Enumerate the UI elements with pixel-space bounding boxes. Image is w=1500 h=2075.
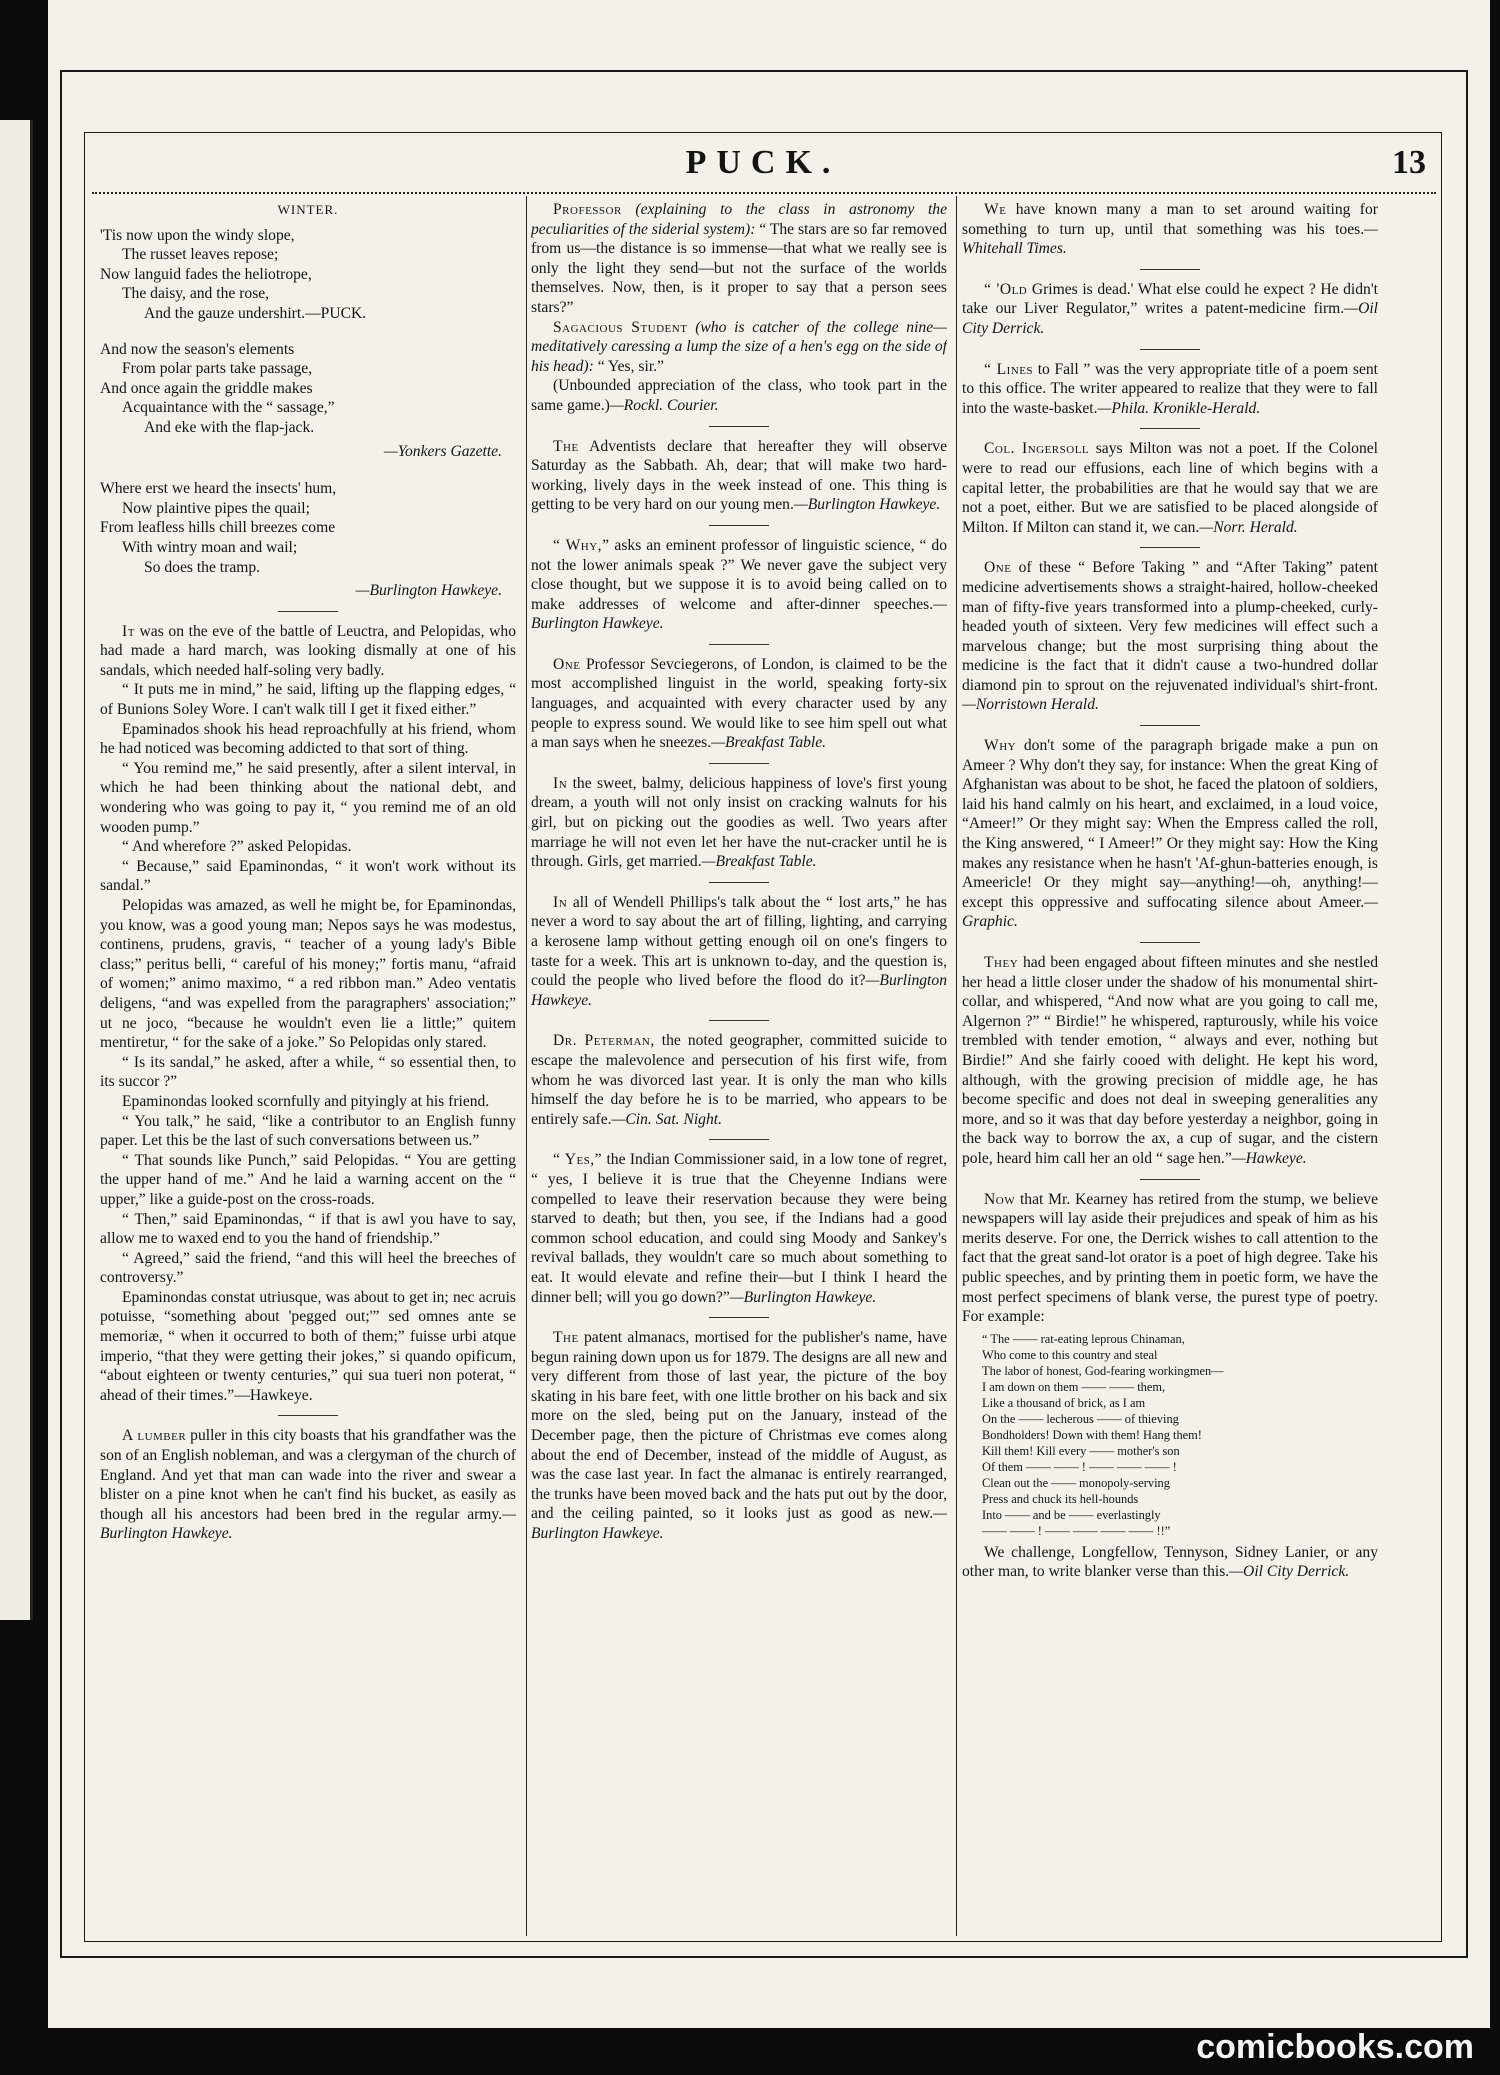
article-lines [962,360,1378,419]
paragraph: “ Because,” said Epaminondas, “ it won't work without its sandal.” [100,857,516,895]
paragraph: “ And wherefore ?” asked Pelopidas. [122,838,352,856]
paragraph: “ Is its sandal,” he asked, after a while, “ so essential then, to its succor ?” [100,1053,516,1091]
article-source: —Burlington Hawkeye. [793,496,941,514]
paragraph: Col. Ingersoll says Milton was not a poet. If the Colonel were to read our effusions, each line of which begins with a capital letter, the probabilities are that he would say that we are not a poet, either. But we are satisfied to be placed alongside of Milton. If Milton can stand it, we can.—Norr. Herald. [962,440,1378,536]
paragraph: Pelopidas was amazed, as well he might be, for Epaminondas, you know, was a good young man; Nepos says he was modestus, continens, prudens, gravis, “ teacher of a young lady's Bible class;” peritus belli, “ careful of his money;” fortis manu, “afraid of women;” animo maximo, “ a red ribbon man.” Adeo ventatis deligens, “and was expelled from the paragraphers' association;” ut ne joco, “because he wouldn't even lie a little;” quitem mentiretur, “ for the sake of a joke.” So Pelopidas only stared. [100,897,516,1052]
poem-line: With wintry moan and wail; [122,538,298,556]
poem-line: And the gauze undershirt.—PUCK. [144,304,367,322]
paragraph: In the sweet, balmy, delicious happiness of love's first young dream, a youth will not only insist on cracking walnuts for his girl, but on picking out the goodies as well. Two years after marriage he will not even let her have the nut-cracker until he is through. Girls, get married.—Breakfast Table. [531,774,947,871]
poem-title: WINTER. [277,202,339,217]
verse-line: On the —— lecherous —— of thieving [982,1411,1179,1426]
paragraph: Epaminondas constat utriusque, was about to get in; nec acruis potuisse, “something about 'pegged out;'” sed omnes ante se memoriæ, “ when it occurred to both of them;” fuisse urbi atque imperio, “that they were getting their jokes,” si quando opificum, “about eighteen or twenty centuries,” qui sua tueri non poterat, “ ahead of their times.”—Hawkeye. [100,1288,516,1404]
masthead-title: PUCK. [685,144,841,181]
article-ingersoll [962,439,1378,537]
column-2 [531,200,947,1936]
poem-line: The daisy, and the rose, [122,285,270,303]
article-source: —Oil City Derrick. [962,300,1378,337]
article-source: —Breakfast Table. [711,734,827,752]
paragraph: “ Agreed,” said the friend, “and this will heel the breeches of controversy.” [100,1249,516,1287]
article-engaged [962,953,1378,1169]
previous-page-edge [0,120,33,1620]
paragraph: “ Lines to Fall ” was the very appropriate title of a poem sent to this office. The writer appeared to realize that they were to fall into the waste-basket.—Phila. Kronikle-Herald. [962,360,1378,417]
article-dream [531,774,947,872]
poem-line: So does the tramp. [144,558,261,576]
column-rule-1 [526,196,527,1936]
article-source: —Burlington Hawkeye. [531,595,947,633]
article-source: —Burlington Hawkeye. [531,972,947,1009]
article-peterman [531,1031,947,1129]
poem-line: Now languid fades the heliotrope, [100,265,312,283]
paragraph: The patent almanacs, mortised for the publisher's name, have begun raining down upon us for 1879. The designs are all new and very different from those of last year, the picture of the boy skating in his bare feet, with one little brother on his back and six more on the sled, being put on the January, instead of the December page, then the picture of Christmas eve comes along about the end of December, instead of the middle of August, as was the case last year. In fact the almanac is entirely rearranged, the trunks have been moved back and the hats put out by the door, and the ceiling painted, so it looks just as good as new.—Burlington Hawkeye. [531,1329,947,1543]
verse-line: —— —— ! —— —— —— —— !!” [982,1523,1171,1538]
article-leuctra [100,622,516,1406]
paragraph: The Adventists declare that hereafter they will observe Saturday as the Sabbath. Ah, dear; that will make two hard-working, lively days in the week instead of one. This thing is getting to be very hard on our young men.—Burlington Hawkeye. [531,437,947,514]
verse-line: Kill them! Kill every —— mother's son [982,1443,1180,1458]
article-source: —Hawkeye. [1231,1149,1307,1167]
article-toes [962,200,1378,259]
paragraph: “ That sounds like Punch,” said Pelopidas. “ You are getting the upper hand of me.” And he laid a warning accent on the “ upper,” like a guide-post on the cross-roads. [100,1151,516,1208]
paragraph: Epaminados shook his head reproachfully at his friend, whom he had noticed was becoming addicted to that sort of thing. [100,720,516,758]
verse-line: The labor of honest, God-fearing workingmen— [982,1363,1224,1378]
paragraph: Now that Mr. Kearney has retired from the stump, we believe newspapers will lay aside their prejudices and speak of him as his merits deserve. For one, the Derrick wishes to call attention to the fact that the great sand-lot orator is a poet of high degree. Take his public speeches, and by printing them in poetic form, we have the most perfect specimens of blank verse, the purest type of poetry. For example: [962,1190,1378,1326]
poem-line: And eke with the flap-jack. [144,418,315,436]
masthead-rule [92,192,1436,194]
article-source: —Burlington Hawkeye. [100,1505,516,1543]
article-professor [531,200,947,416]
poem-line: From leafless hills chill breezes come [100,519,336,537]
paragraph: It was on the eve of the battle of Leuctra, and Pelopidas, who had made a hard march, was looking dismally at one of his sandals, which needed half-soling very badly. [100,622,516,679]
article-source: —Oil City Derrick. [1229,1563,1350,1581]
article-source: —Rockl. Courier. [609,396,719,414]
verse-line: Press and chuck its hell-hounds [982,1491,1139,1506]
article-source: —Norristown Herald. [962,696,1099,714]
column-rule-2 [956,196,957,1936]
article-ameer [962,736,1378,932]
paragraph: (Unbounded appreciation of the class, who took part in the same game.)—Rockl. Courier. [531,377,947,414]
paragraph: We challenge, Longfellow, Tennyson, Sidney Lanier, or any other man, to write blanker verse than this.—Oil City Derrick. [962,1543,1378,1581]
column-1 [100,200,516,1936]
verse-line: Clean out the —— monopoly-serving [982,1475,1170,1490]
paragraph: Dr. Peterman, the noted geographer, committed suicide to escape the malevolence and persecution of his first wife, from whom he was divorced last year. It is only the man who kills himself the day before he is to be married, who appears to be entirely safe.—Cin. Sat. Night. [531,1032,947,1128]
poem-stanza-2 [100,340,516,438]
article-source: —Cin. Sat. Night. [611,1110,723,1128]
poem-stanza-3 [100,479,516,577]
page-number: 13 [1392,144,1426,181]
poem-source: —Burlington Hawkeye. [355,582,502,600]
paragraph: They had been engaged about fifteen minutes and she nestled her head a little closer under the shadow of his monumental shirt-collar, and whispered, “And now what are you going to call me, Algernon ?” “ Birdie!” he whispered, rapturously, while his voice trembled with tender emotion, “ always and ever, nothing but Birdie!” And she fairly cooed with delight. He kept his word, although, with the growing precision of middle age, he has become specific and does not deal in sweeping generalities any more, and so it was that day before yesterday a neighbor, going in the back way to borrow the ax, a cup of sugar, and the cistern pole, heard him call her an old “ sage hen.”—Hawkeye. [962,954,1378,1167]
poem-stanza-1 [100,226,516,324]
poem-line: Now plaintive pipes the quail; [122,499,310,517]
verse-line: I am down on them —— —— them, [982,1379,1166,1394]
paragraph: “ Then,” said Epaminondas, “ if that is awl you have to say, allow me to waxed end to you the hand of friendship.” [100,1210,516,1248]
article-almanacs [531,1328,947,1544]
column-3 [962,200,1378,1936]
paragraph: Professor (explaining to the class in astronomy the peculiarities of the siderial system): “ The stars are so far removed from us—the distance is so immense—that what we really see is only the light they send—but not the surface of the worlds themselves. Now, then, is it proper to say that a person sees stars?” [531,201,947,316]
watermark: comicbooks.com [1196,2028,1474,2066]
verse-line: Into —— and be —— everlastingly [982,1507,1161,1522]
paragraph: Epaminondas looked scornfully and pityingly at his friend. [122,1092,490,1110]
masthead [84,138,1442,188]
paragraph: In all of Wendell Phillips's talk about the “ lost arts,” he has never a word to say about the art of filling, lighting, and carrying a kerosene lamp without getting enough oil on one's fingers to taste for a week. This art is unknown to-day, and the question is, could the people who lived before the flood do it?—Burlington Hawkeye. [531,893,947,1009]
paragraph: “ Why,” asks an eminent professor of linguistic science, “ do not the lower animals speak ?” We never gave the subject very close thought, but we suppose it is to avoid being called on to make addresses of welcome and after-dinner speeches.—Burlington Hawkeye. [531,536,947,633]
poem-line: Where erst we heard the insects' hum, [100,480,337,498]
article-grimes [962,280,1378,339]
poem-source: —Yonkers Gazette. [383,442,502,460]
article-source: —Whitehall Times. [962,220,1378,258]
poem-line: 'Tis now upon the windy slope, [100,226,295,244]
article-why [531,536,947,634]
paragraph: We have known many a man to set around waiting for something to turn up, until that something was his toes.—Whitehall Times. [962,201,1378,258]
article-before-taking [962,558,1378,715]
verse-line: Bondholders! Down with them! Hang them! [982,1427,1202,1442]
article-source: —Phila. Kronikle-Herald. [1097,399,1261,417]
paragraph: Why don't some of the paragraph brigade make a pun on Ameer ? Why don't they say, for instance: When the great King of Afghanistan was about to be shot, he faced the platoon of soldiers, laid his hand calmly on his heart, and exclaimed, in a loud voice, “Ameer!” Or they might say: When the Empress called the roll, the King answered, “ I Ameer!” Or they might say: How the King makes any resistance when he hasn't 'Af-ghun-batteries enough, is Ameericle! Or they might say—anything!—oh, anything!—except this oppressive and suffocating silence about Ameer.—Graphic. [962,737,1378,931]
poem-winter [100,200,516,601]
paragraph: “ You remind me,” he said presently, after a silent interval, in which he had been thinking about the national debt, and wondering who was going to pay it, “ you remind me of an old wooden pump.” [100,759,516,836]
paragraph: “ It puts me in mind,” he said, lifting up the flapping edges, “ of Bunions Soley Wore. I can't walk till I get it fixed either.” [100,681,516,719]
article-kearney [962,1190,1378,1582]
article-source: —Burlington Hawkeye. [729,1288,877,1306]
poem-line: Acquaintance with the “ sassage,” [122,399,335,417]
article-source: —Graphic. [962,893,1378,931]
poem-line: And once again the griddle makes [100,379,313,397]
article-source: —Norr. Herald. [1199,518,1298,536]
poem-line: And now the season's elements [100,340,295,358]
article-linguist [531,655,947,753]
article-source: —Breakfast Table. [701,853,817,871]
article-source: —Burlington Hawkeye. [531,1505,947,1543]
paragraph: “ You talk,” he said, “like a contributor to an English funny paper. Let this be the last of such conversations between us.” [100,1112,516,1150]
article-lumber [100,1426,516,1544]
article-adventists [531,437,947,515]
verse-line: Like a thousand of brick, as I am [982,1395,1146,1410]
paragraph: A lumber puller in this city boasts that his grandfather was the son of an English nobleman, and was a clergyman of the church of England. And yet that man can wade into the river and swear a blister on a pine knot when he can't find his bucket, as easily as though all his ancestors had been bred in the regular army.—Burlington Hawkeye. [100,1427,516,1543]
paragraph: One Professor Sevciegerons, of London, is claimed to be the most accomplished linguist in the world, speaking forty-six languages, and acquainted with every character used by any people to express sound. We would like to see him spell out what a man says when he sneezes.—Breakfast Table. [531,655,947,752]
verse-line: Of them —— —— ! —— —— —— ! [982,1459,1177,1474]
paragraph: Sagacious Student (who is catcher of the college nine—meditatively caressing a lump the size of a hen's egg on the side of his head): “ Yes, sir.” [531,318,947,375]
paragraph: “ 'Old Grimes is dead.' What else could he expect ? He didn't take our Liver Regulator,” writes a patent-medicine firm.—Oil City Derrick. [962,280,1378,337]
paragraph: “ Yes,” the Indian Commissioner said, in a low tone of regret, “ yes, I believe it is true that the Cheyenne Indians were compelled to leave their reservation because they were being starved to death; but then, you see, if the Indians had a good common school education, and could sing Moody and Sankey's revival ballads, they wouldn't care so much about something to eat. It would elevate and refine their—but I think I heard the dinner bell; will you go down?”—Burlington Hawkeye. [531,1151,947,1306]
article-commissioner [531,1150,947,1307]
article-phillips [531,893,947,1011]
verse-line: “ The —— rat-eating leprous Chinaman, [982,1331,1185,1346]
poem-line: The russet leaves repose; [122,246,279,264]
poem-line: From polar parts take passage, [122,360,313,378]
verse-line: Who come to this country and steal [982,1347,1158,1362]
kearney-verse [962,1331,1378,1539]
paragraph: One of these “ Before Taking ” and “After Taking” patent medicine advertisements shows a straight-haired, hollow-cheeked man of fifty-five years transformed into a plump-cheeked, curly-headed youth of sixteen. Very few medicines will effect such a marvelous change; but the most surprising thing about the medicine is the fact that it didn't cause a two-hundred dollar diamond pin to sprout on the rejuvenated individual's shirt-front.—Norristown Herald. [962,559,1378,714]
